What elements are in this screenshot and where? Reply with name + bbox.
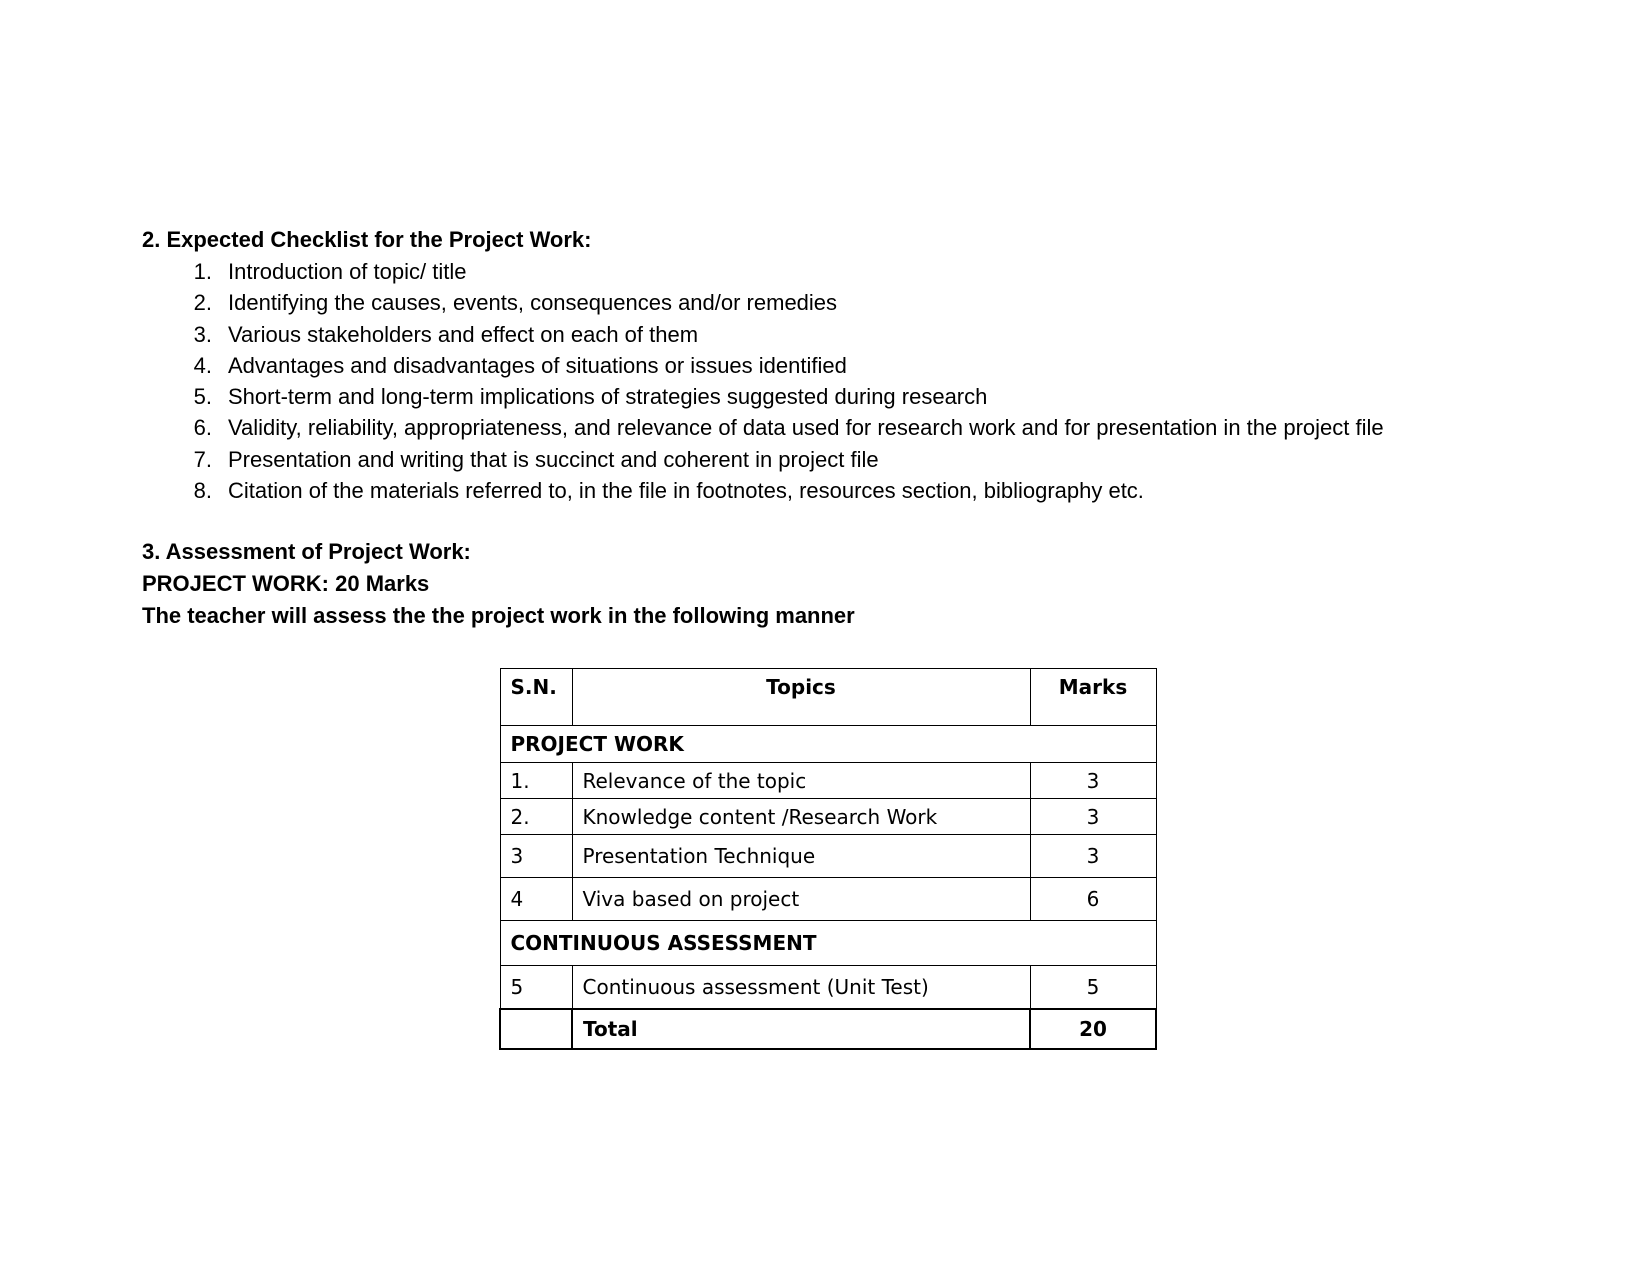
cell-sn: 2. — [500, 799, 572, 835]
list-item — [142, 412, 1542, 443]
list-item — [142, 444, 1542, 475]
list-item — [142, 350, 1542, 381]
list-item — [142, 287, 1542, 318]
cell-marks: 3 — [1030, 799, 1156, 835]
table-header-row — [500, 669, 1156, 726]
total-row — [500, 1009, 1156, 1049]
cell-topic: Relevance of the topic — [572, 763, 1030, 799]
cell-marks: 5 — [1030, 966, 1156, 1010]
list-number: 7. — [193, 446, 212, 472]
list-number: 4. — [193, 352, 212, 378]
assessment-section — [142, 536, 1142, 632]
assessment-heading: 3. Assessment of Project Work: — [142, 539, 471, 564]
group-row-continuous-assessment — [500, 921, 1156, 966]
list-number: 6. — [193, 415, 212, 441]
checklist-heading: 2. Expected Checklist for the Project Work: — [142, 227, 592, 252]
cell-marks: 3 — [1030, 763, 1156, 799]
cell-sn: 1. — [500, 763, 572, 799]
cell-marks: 6 — [1030, 878, 1156, 921]
table-row — [500, 878, 1156, 921]
list-number: 1. — [193, 259, 212, 284]
group-label: CONTINUOUS ASSESSMENT — [500, 921, 1156, 966]
cell-topic: Viva based on project — [572, 878, 1030, 921]
list-number: 2. — [193, 290, 212, 316]
table-row — [500, 835, 1156, 878]
list-number: 5. — [193, 384, 212, 410]
cell-topic: Continuous assessment (Unit Test) — [572, 966, 1030, 1010]
list-text: Identifying the causes, events, consequences and/or remedies — [228, 290, 838, 316]
group-label: PROJECT WORK — [500, 726, 1156, 763]
header-sn: S.N. — [500, 669, 572, 726]
list-item — [142, 381, 1542, 412]
checklist-list — [142, 256, 1542, 506]
cell-sn: 3 — [500, 835, 572, 878]
header-marks: Marks — [1030, 669, 1156, 726]
header-topics: Topics — [572, 669, 1030, 726]
table-row — [500, 966, 1156, 1010]
checklist-section — [142, 224, 1542, 506]
total-marks: 20 — [1030, 1009, 1156, 1049]
list-text: Presentation and writing that is succinct and coherent in project file — [228, 446, 879, 472]
cell-sn — [500, 1009, 572, 1049]
list-text: Advantages and disadvantages of situations or issues identified — [228, 352, 847, 378]
cell-sn: 4 — [500, 878, 572, 921]
list-text: Short-term and long-term implications of strategies suggested during research — [228, 384, 988, 410]
list-number: 8. — [193, 478, 212, 504]
group-row-project-work — [500, 726, 1156, 763]
list-number: 3. — [193, 321, 212, 347]
cell-sn: 5 — [500, 966, 572, 1010]
table-row — [500, 799, 1156, 835]
list-item — [142, 319, 1542, 350]
table-row — [500, 763, 1156, 799]
list-text: Validity, reliability, appropriateness, and relevance of data used for research work and for presentation in the project file — [228, 415, 1384, 441]
cell-topic: Knowledge content /Research Work — [572, 799, 1030, 835]
cell-marks: 3 — [1030, 835, 1156, 878]
list-text: Various stakeholders and effect on each of them — [228, 321, 699, 347]
assessment-subheading: PROJECT WORK: 20 Marks — [142, 571, 430, 596]
total-label: Total — [572, 1009, 1030, 1049]
list-item — [142, 256, 1542, 287]
list-text: Introduction of topic/ title — [228, 259, 467, 284]
marks-table — [499, 668, 1157, 1050]
cell-topic: Presentation Technique — [572, 835, 1030, 878]
list-item — [142, 475, 1542, 506]
list-text: Citation of the materials referred to, in the file in footnotes, resources section, bibliography etc. — [228, 478, 1144, 504]
assessment-intro: The teacher will assess the the project work in the following manner — [142, 603, 855, 628]
